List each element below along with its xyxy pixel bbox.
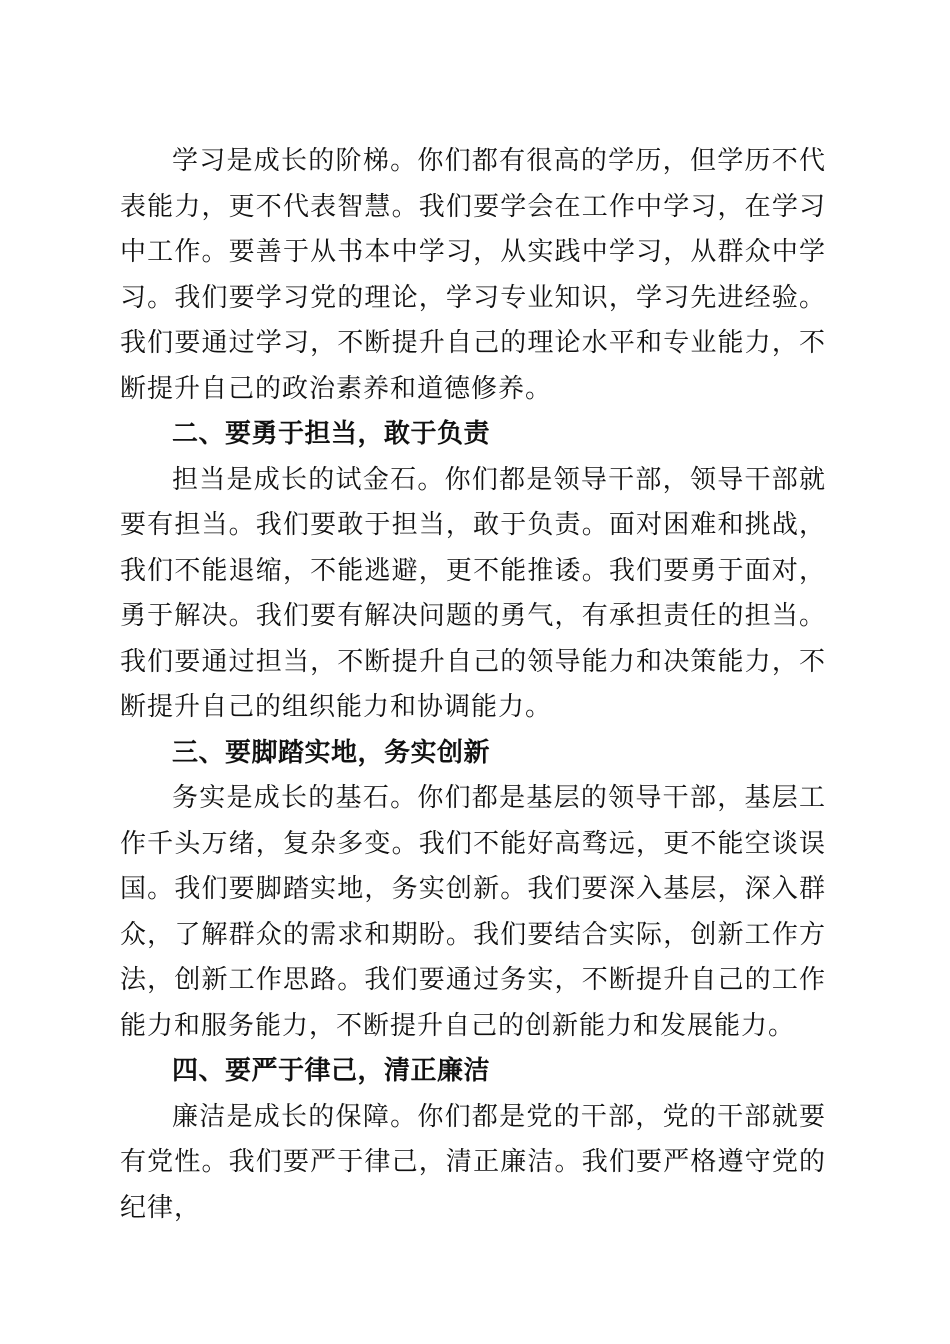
paragraph-pragmatism: 务实是成长的基石。你们都是基层的领导干部，基层工作千头万绪，复杂多变。我们不能好高骛远，更不能空谈误国。我们要脚踏实地，务实创新。我们要深入基层，深入群众，了解群众的需求和期盼。我们要结合实际，创新工作方法，创新工作思路。我们要通过务实，不断提升自己的工作能力和服务能力，不断提升自己的创新能力和发展能力。 [120,783,826,1041]
section-heading-2: 二、要勇于担当，敢于负责 [172,419,491,449]
document-body [120,139,826,1231]
paragraph-responsibility: 担当是成长的试金石。你们都是领导干部，领导干部就要有担当。我们要敢于担当，敢于负责。面对困难和挑战，我们不能退缩，不能逃避，更不能推诿。我们要勇于面对，勇于解决。我们要有解决问题的勇气，有承担责任的担当。我们要通过担当，不断提升自己的领导能力和决策能力，不断提升自己的组织能力和协调能力。 [120,464,826,722]
paragraph-integrity: 廉洁是成长的保障。你们都是党的干部，党的干部就要有党性。我们要严于律己，清正廉洁。我们要严格遵守党的纪律， [120,1101,826,1223]
section-heading-3: 三、要脚踏实地，务实创新 [172,737,491,768]
paragraph-learning: 学习是成长的阶梯。你们都有很高的学历，但学历不代表能力，更不代表智慧。我们要学会在工作中学习，在学习中工作。要善于从书本中学习，从实践中学习，从群众中学习。我们要学习党的理论，学习专业知识，学习先进经验。我们要通过学习，不断提升自己的理论水平和专业能力，不断提升自己的政治素养和道德修养。 [120,146,826,404]
section-heading-4: 四、要严于律己，清正廉洁 [172,1056,491,1086]
